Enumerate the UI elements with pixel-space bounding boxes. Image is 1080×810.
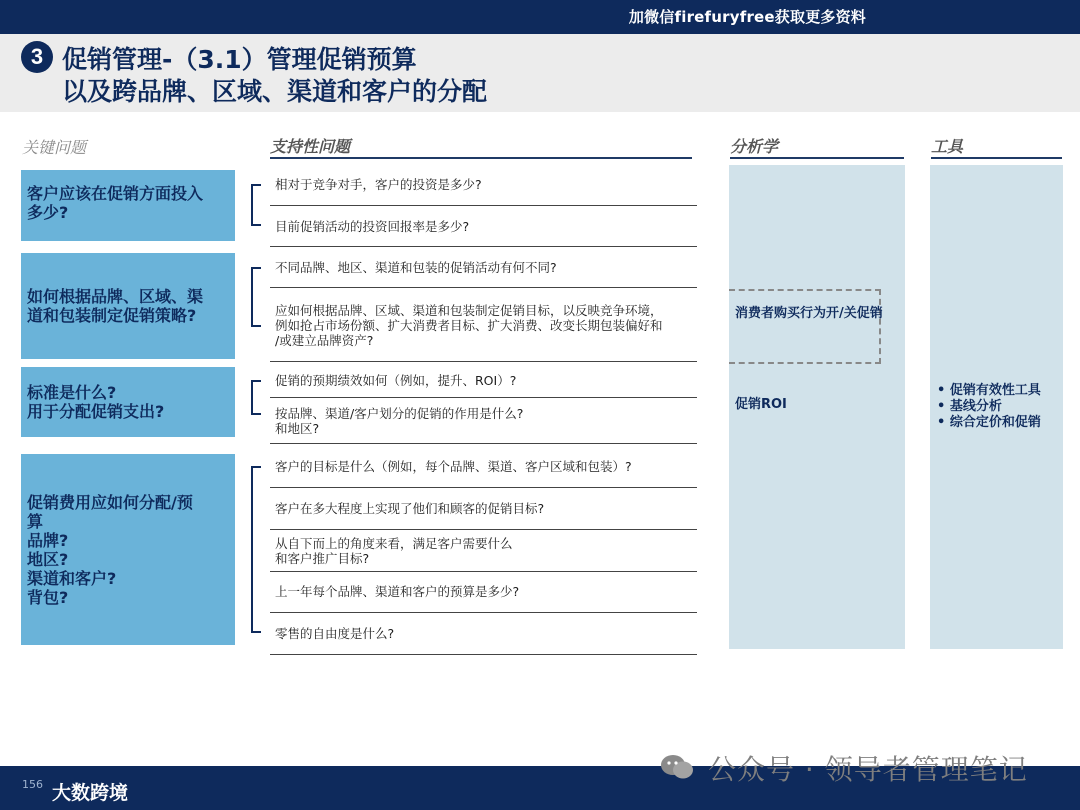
row-separator xyxy=(270,205,697,206)
support-question: 客户在多大程度上实现了他们和顾客的促销目标? xyxy=(275,501,545,516)
support-question: 零售的自由度是什么? xyxy=(275,626,395,641)
analysis-dashed-bracket xyxy=(729,289,881,364)
support-question: 按品牌、渠道/客户划分的促销的作用是什么? 和地区? xyxy=(275,406,524,436)
row-separator xyxy=(270,487,697,488)
analysis-item: 消费者购买行为开/关促销 xyxy=(735,306,883,321)
top-note: 加微信firefuryfree获取更多资料 xyxy=(628,8,866,26)
page-number: 156 xyxy=(22,778,43,791)
top-bar xyxy=(0,0,1080,34)
bracket-tick xyxy=(251,631,261,633)
analysis-item: 促销ROI xyxy=(735,397,787,412)
bracket-tick xyxy=(251,267,261,269)
row-separator xyxy=(270,287,697,288)
col-head-key: 关键问题 xyxy=(22,138,87,157)
key-question-text: 标准是什么? 用于分配促销支出? xyxy=(27,383,165,421)
row-separator xyxy=(270,246,697,247)
tool-item: • 综合定价和促销 xyxy=(937,415,1041,430)
tool-item: • 基线分析 xyxy=(937,399,1002,414)
support-question: 促销的预期绩效如何（例如，提升、ROI）? xyxy=(275,373,517,388)
page-title-line2: 以及跨品牌、区域、渠道和客户的分配 xyxy=(62,77,488,106)
row-separator xyxy=(270,397,697,398)
row-separator xyxy=(270,612,697,613)
key-question-box xyxy=(21,170,235,241)
row-separator xyxy=(270,443,697,444)
support-question: 上一年每个品牌、渠道和客户的预算是多少? xyxy=(275,584,520,599)
row-separator xyxy=(270,654,697,655)
row-separator xyxy=(270,529,697,530)
page-title-line1: 促销管理-（3.1）管理促销预算 xyxy=(62,45,417,74)
bracket-tick xyxy=(251,325,261,327)
group-bracket xyxy=(251,267,265,327)
key-question-text: 促销费用应如何分配/预 算 品牌? 地区? 渠道和客户? 背包? xyxy=(27,492,193,607)
footer-logo-text: 大数跨境 xyxy=(52,782,129,804)
col-underline-tools xyxy=(931,157,1062,159)
group-bracket xyxy=(251,184,265,226)
col-head-support: 支持性问题 xyxy=(270,137,351,156)
support-question: 相对于竞争对手，客户的投资是多少? xyxy=(275,177,482,192)
support-question: 不同品牌、地区、渠道和包装的促销活动有何不同? xyxy=(275,260,557,275)
support-question: 客户的目标是什么（例如，每个品牌、渠道、客户区域和包装）? xyxy=(275,459,632,474)
tools-list xyxy=(937,383,1041,431)
key-question-box xyxy=(21,253,235,359)
key-question-box xyxy=(21,454,235,645)
support-question: 从自下而上的角度来看，满足客户需要什么 和客户推广目标? xyxy=(275,536,513,566)
watermark-text: 公众号 · 领导者管理笔记 xyxy=(708,753,1028,786)
bracket-tick xyxy=(251,184,261,186)
section-number-badge: 3 xyxy=(21,41,53,73)
group-bracket xyxy=(251,380,265,415)
bracket-tick xyxy=(251,466,261,468)
bracket-tick xyxy=(251,413,261,415)
tool-item: • 促销有效性工具 xyxy=(937,383,1041,398)
col-underline-analysis xyxy=(730,157,904,159)
col-underline-support xyxy=(270,157,692,159)
col-head-tools: 工具 xyxy=(931,137,964,156)
row-separator xyxy=(270,571,697,572)
bracket-tick xyxy=(251,380,261,382)
support-question: 目前促销活动的投资回报率是多少? xyxy=(275,219,470,234)
row-separator xyxy=(270,361,697,362)
bracket-tick xyxy=(251,224,261,226)
support-question: 应如何根据品牌、区域、渠道和包装制定促销目标，以反映竞争环境， 例如抢占市场份额、扩大消费者目标、扩大消费、改变长期包装偏好和 /或建立品牌资产? xyxy=(275,303,663,348)
key-question-text: 如何根据品牌、区域、渠 道和包装制定促销策略? xyxy=(27,287,204,325)
wechat-icon xyxy=(660,753,694,781)
group-bracket xyxy=(251,466,265,633)
key-question-text: 客户应该在促销方面投入 多少? xyxy=(27,184,204,222)
key-question-box xyxy=(21,367,235,437)
col-head-analysis: 分析学 xyxy=(730,137,779,156)
